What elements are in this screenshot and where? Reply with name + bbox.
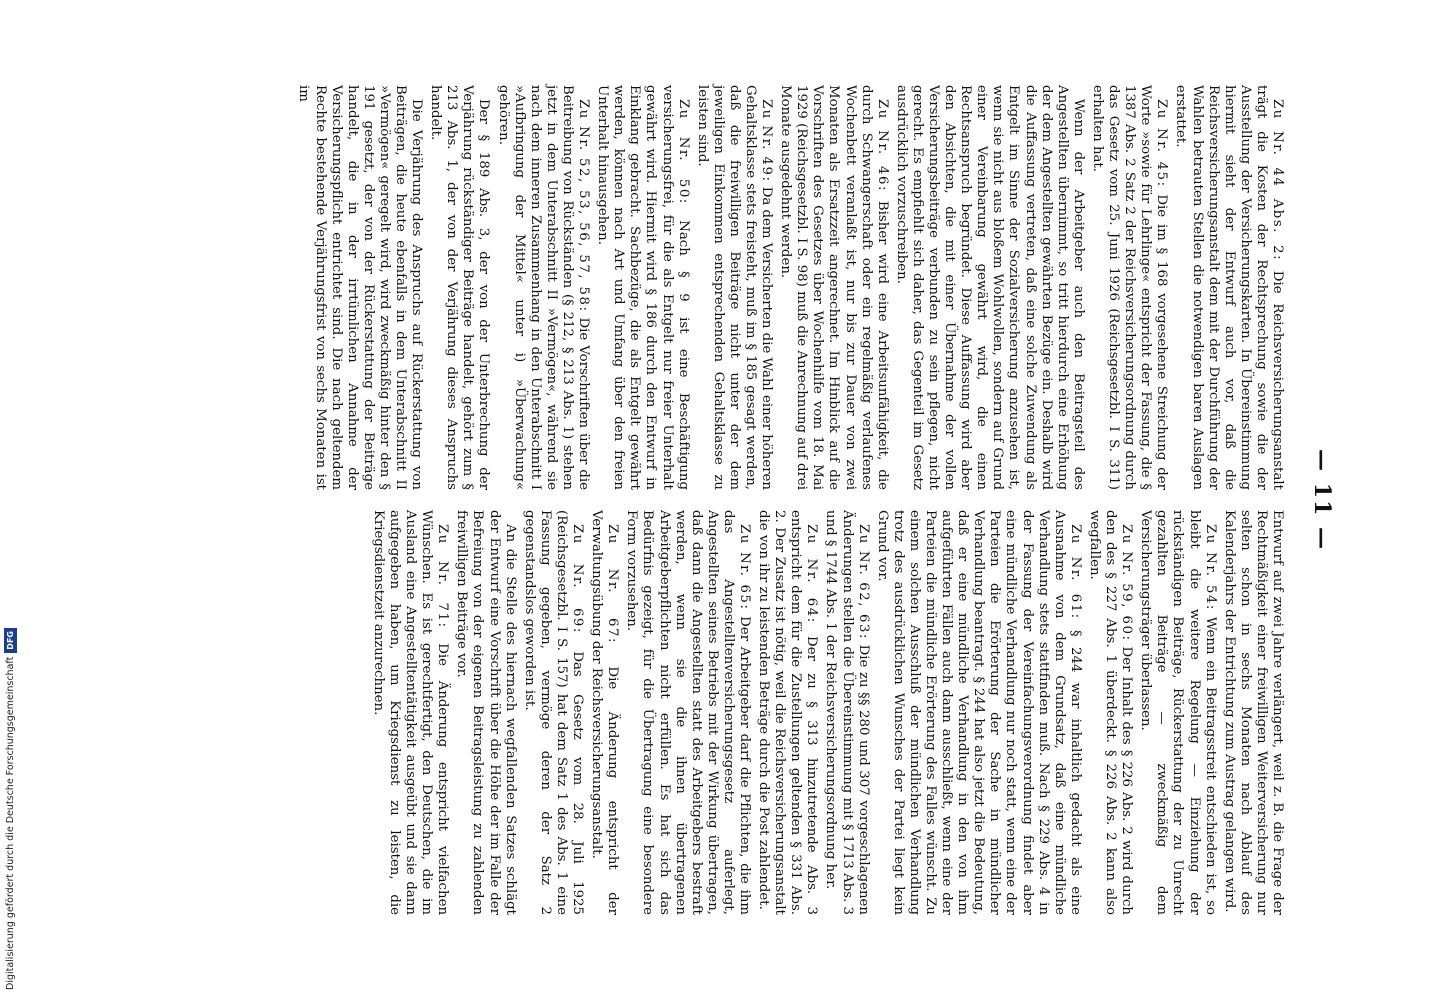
paragraph-label: Zu Nr. 45: bbox=[1154, 99, 1170, 188]
paragraph-label: Zu Nr. 50: bbox=[675, 99, 691, 205]
paragraph-text: Die im § 168 vorgesehene Streichung der Worte »sowie für Lehrlinge« entspricht der Fassung, die § 1387 Abs. 2 Satz 2 der Reichsversicherungsordnung durch das Gesetz vom 25. Juni 1926 (Reichsgesetzbl. I S. 311) erhalten hat. bbox=[1089, 85, 1170, 490]
paragraph bbox=[370, 510, 450, 915]
paragraph-text: Der Inhalt des § 226 Abs. 2 wird durch den des § 227 Abs. 1 überdeckt. § 226 Abs. 2 kann also wegfallen. bbox=[1086, 510, 1135, 915]
scanned-page bbox=[105, 65, 1355, 935]
paragraph bbox=[594, 85, 691, 490]
paragraph bbox=[1086, 510, 1134, 915]
paragraph-text: Die Verjährung des Anspruchs auf Rückerstattung von Beiträgen, die heute ebenfalls in dem Unterabschnitt II »Vermögen« geregelt wird, wird zweckmäßig hinter den § 191 gesetzt, der von der Rückerstattung der Beiträge handelt, die in der irrtümlichen Annahme der Versicherungspflicht entrichtet sind. Die nach geltendem Rechte bestehende Verjährungsfrist von sechs Monaten ist im bbox=[296, 85, 425, 490]
paragraph bbox=[295, 85, 424, 490]
paragraph bbox=[755, 510, 819, 915]
paragraph-label: Zu Nr. 62, 63: bbox=[855, 524, 871, 640]
paragraph-label: Zu Nr. 54: bbox=[1202, 524, 1218, 611]
paragraph bbox=[495, 85, 592, 490]
paragraph-label: Zu Nr. 61: bbox=[1067, 524, 1083, 620]
paragraph bbox=[427, 85, 491, 490]
paragraph bbox=[1172, 85, 1285, 490]
paragraph-text: Die Reichsversicherungsanstalt trägt die Kosten der Rechtsprechung sowie die der Ausstellung der Versicherungskarten. In Übereinstimmung hiermit sieht der Entwurf auch vor, daß die Reichsversicherungsanstalt dem mit der Durchführung der Wahlen betrauten Stellen die notwendigen baren Auslagen erstattet. bbox=[1173, 85, 1285, 490]
paragraph-text: Da dem Versicherten die Wahl einer höheren Gehaltsklasse stets freisteht, muß im § 185 gesagt werden, daß die freiwilligen Beiträge nicht unter der dem jeweiligen Einkommen entsprechenden Gehaltsklasse zu leisten sind. bbox=[694, 85, 775, 490]
paragraph bbox=[521, 510, 585, 915]
paragraph bbox=[1221, 510, 1285, 915]
paragraph bbox=[893, 85, 1086, 490]
paragraph-text: Entwurf auf zwei Jahre verlängert, weil z. B. die Frage der Rechtmäßigkeit einer freiwilligen Weiterversicherung nur selten schon in sechs Monaten nach Ablauf des Kalenderjahrs der Entrichtung zum Austrag gelangen wird. bbox=[1221, 510, 1285, 915]
paragraph bbox=[822, 510, 870, 915]
paragraph-text: Bisher wird eine Arbeitsunfähigkeit, die durch Schwangerschaft oder ein regelmäßig verlaufenes Wochenbett veranlaßt ist, nur bis zur Dauer von zwei Monaten als Ersatzzeit angerechnet. Im Hinblick auf die Vorschriften des Gesetzes über Wochenhilfe vom 18. Mai 1929 (Reichsgesetzbl. I S. 98) muß die Anrechnung auf drei Monate ausgedehnt werden. bbox=[778, 85, 890, 490]
paragraph-label: Zu Nr. 67: bbox=[605, 524, 621, 644]
paragraph-label: Zu Nr. 69: bbox=[570, 524, 586, 634]
paragraph-label: Zu Nr. 59, 60: bbox=[1119, 524, 1135, 642]
paragraph bbox=[1089, 85, 1169, 490]
paragraph-text: Das Gesetz vom 28. Juli 1925 (Reichsgesetzbl. I S. 157) hat dem Satz 1 des Abs. 1 eine Fassung gegeben, vermöge deren der Satz 2 gegenstandslos geworden ist. bbox=[521, 510, 586, 915]
page-number: — 11 — bbox=[1309, 449, 1335, 551]
paragraph-text: Der § 189 Abs. 3, der von der Unterbrechung der Verjährung rückständiger Beiträge handelt, gehört zum § 213 Abs. 1, der von der Verjährung dieses Anspruchs handelt. bbox=[428, 85, 492, 490]
paragraph bbox=[1137, 510, 1217, 915]
paragraph-text: Der Arbeitgeber darf die Pflichten, die ihm das Angestelltenversicherungsgesetz auferlegt, Angestellten seines Betriebs mit der Wirkung übertragen, daß dann die Angestellten statt des Arbeitgebers bestraft werden, wenn sie die ihnen übertragenen Arbeitgeberpflichten nicht erfüllen. Es hat sich das Bedürfnis gezeigt, für die Übertragung eine besondere Form vorzusehen. bbox=[624, 510, 752, 915]
dfg-logo-icon: DFG bbox=[4, 628, 17, 653]
paragraph bbox=[694, 85, 774, 490]
paragraph bbox=[623, 510, 752, 915]
paragraph-label: Zu Nr. 65: bbox=[737, 524, 752, 611]
paragraph-label: Zu Nr. 71: bbox=[435, 524, 451, 629]
paragraph-label: Zu Nr. 46: bbox=[874, 99, 890, 192]
paragraph-text: Die zu §§ 280 und 307 vorgeschlagenen Änderungen stellen die Übereinstimmung mit § 1713 Abs. 3 und § 1744 Abs. 1 der Reichsversicherungsordnung her. bbox=[823, 510, 871, 915]
text-column-left bbox=[135, 85, 1285, 490]
paragraph-text: Die Änderung entspricht der Verwaltungsübung der Reichsversicherungsanstalt. bbox=[589, 510, 621, 915]
digitization-footer bbox=[4, 628, 17, 990]
paragraph bbox=[777, 85, 890, 490]
paragraph bbox=[588, 510, 620, 915]
paragraph-text: Die Vorschriften über die Beitreibung von Rückständen (§ 212, § 213 Abs. 1) stehen jetzt in dem Unterabschnitt II »Vermögen«, während sie nach dem inneren Zusammenhang in den Unterabschnitt I »Aufbringung der Mittel« unter i) »Überwachung« gehören. bbox=[495, 85, 592, 490]
paragraph-text: Die Änderung entspricht vielfachen Wünschen. Es ist gerechtfertigt, den Deutschen, die im Ausland eine Angestelltentätigkeit ausgeübt und sie dann aufgegeben haben, um Kriegsdienst zu leisten, die Kriegsdienstzeit anzurechnen. bbox=[370, 510, 451, 916]
footer-text: Digitalisierung gefördert durch die Deutsche Forschungsgemeinschaft bbox=[5, 656, 16, 990]
paragraph-text: § 244 war inhaltlich gedacht als eine Ausnahme von dem Grundsatz, daß eine mündliche Verhandlung stets stattfinden muß. Nach § 229 Abs. 4 in der Fassung der Vereinfachungsverordnung findet aber eine mündliche Verhandlung nur noch statt, wenn eine der Parteien die Erörterung der Sache in mündlicher Verhandlung beantragt. § 244 hat also jetzt die Bedeutung, daß er eine mündliche Verhandlung in den von ihm aufgeführten Fällen auch dann ausschließt, wenn eine der Parteien die mündliche Erörterung des Falles wünscht. Zu einem solchen Ausschluß der mündlichen Verhandlung trotz des ausdrücklichen Wunsches der Partei liegt kein Grund vor. bbox=[874, 510, 1083, 915]
paragraph-label: Zu Nr. 64: bbox=[804, 524, 820, 624]
paragraph bbox=[453, 510, 517, 915]
paragraph-text: Der zu § 313 hinzutretende Abs. 3 entspricht dem für die Zustellungen geltenden § 331 Abs. 2. Der Zusatz ist nötig, weil die Reichsversicherungsanstalt die von ihr zu leistenden Beträge durch die Post zahlendet. bbox=[756, 510, 820, 915]
paragraph-text: An die Stelle des hiernach wegfallenden Satzes schlägt der Entwurf eine Vorschrift über die Höhe der im Falle der Befreiung von der eigenen Beitragsleistung zu zahlenden freiwilligen Beiträge vor. bbox=[454, 510, 518, 915]
paragraph-label: Zu Nr. 52, 53, 56, 57, 58: bbox=[576, 99, 592, 313]
paragraph bbox=[874, 510, 1083, 915]
text-column-right bbox=[135, 510, 1285, 915]
paragraph-text: Wenn ein Beitragsstreit entschieden ist, so bleibt die weitere Regelung — Einziehung der rückständigen Beiträge, Rückerstattung der zu Unrecht gezahlten Beiträge — zweckmäßig dem Versicherungsträger überlassen. bbox=[1138, 510, 1218, 915]
paragraph-label: Zu Nr. 49: bbox=[759, 99, 775, 183]
paragraph-text: Nach § 9 ist eine Beschäftigung versicherungsfrei, für die als Entgelt nur freier Unterhalt gewährt wird. Hiermit wird § 186 durch den Entwurf in Einklang gebracht. Sachbezüge, die als Entgelt gewährt werden, können nach Art und Umfang über den freien Unterhalt hinausgehen. bbox=[595, 85, 691, 490]
paragraph-label: Zu Nr. 44 Abs. 2: bbox=[1270, 99, 1285, 262]
paragraph-text: Wenn der Arbeitgeber auch den Beitragsteil des Angestellten übernimmt, so tritt hierdurch eine Erhöhung der dem Angestellten gewährten Bezüge ein. Deshalb wird die Auffassung vertreten, daß eine solche Zuwendung als Entgelt im Sinne der Sozialversicherung anzusehen ist, wenn sie nicht aus bloßem Wohlwollen, sondern auf Grund einer Vereinbarung gewährt wird, die einen Rechtsanspruch begründet. Diese Auffassung wird aber den Absichten, die mit einer Übernahme der vollen Versicherungsbeiträge verbunden zu sein pflegen, nicht gerecht. Es empfiehlt sich daher, das Gegenteil im Gesetz ausdrücklich vorzuschreiben. bbox=[893, 85, 1086, 490]
